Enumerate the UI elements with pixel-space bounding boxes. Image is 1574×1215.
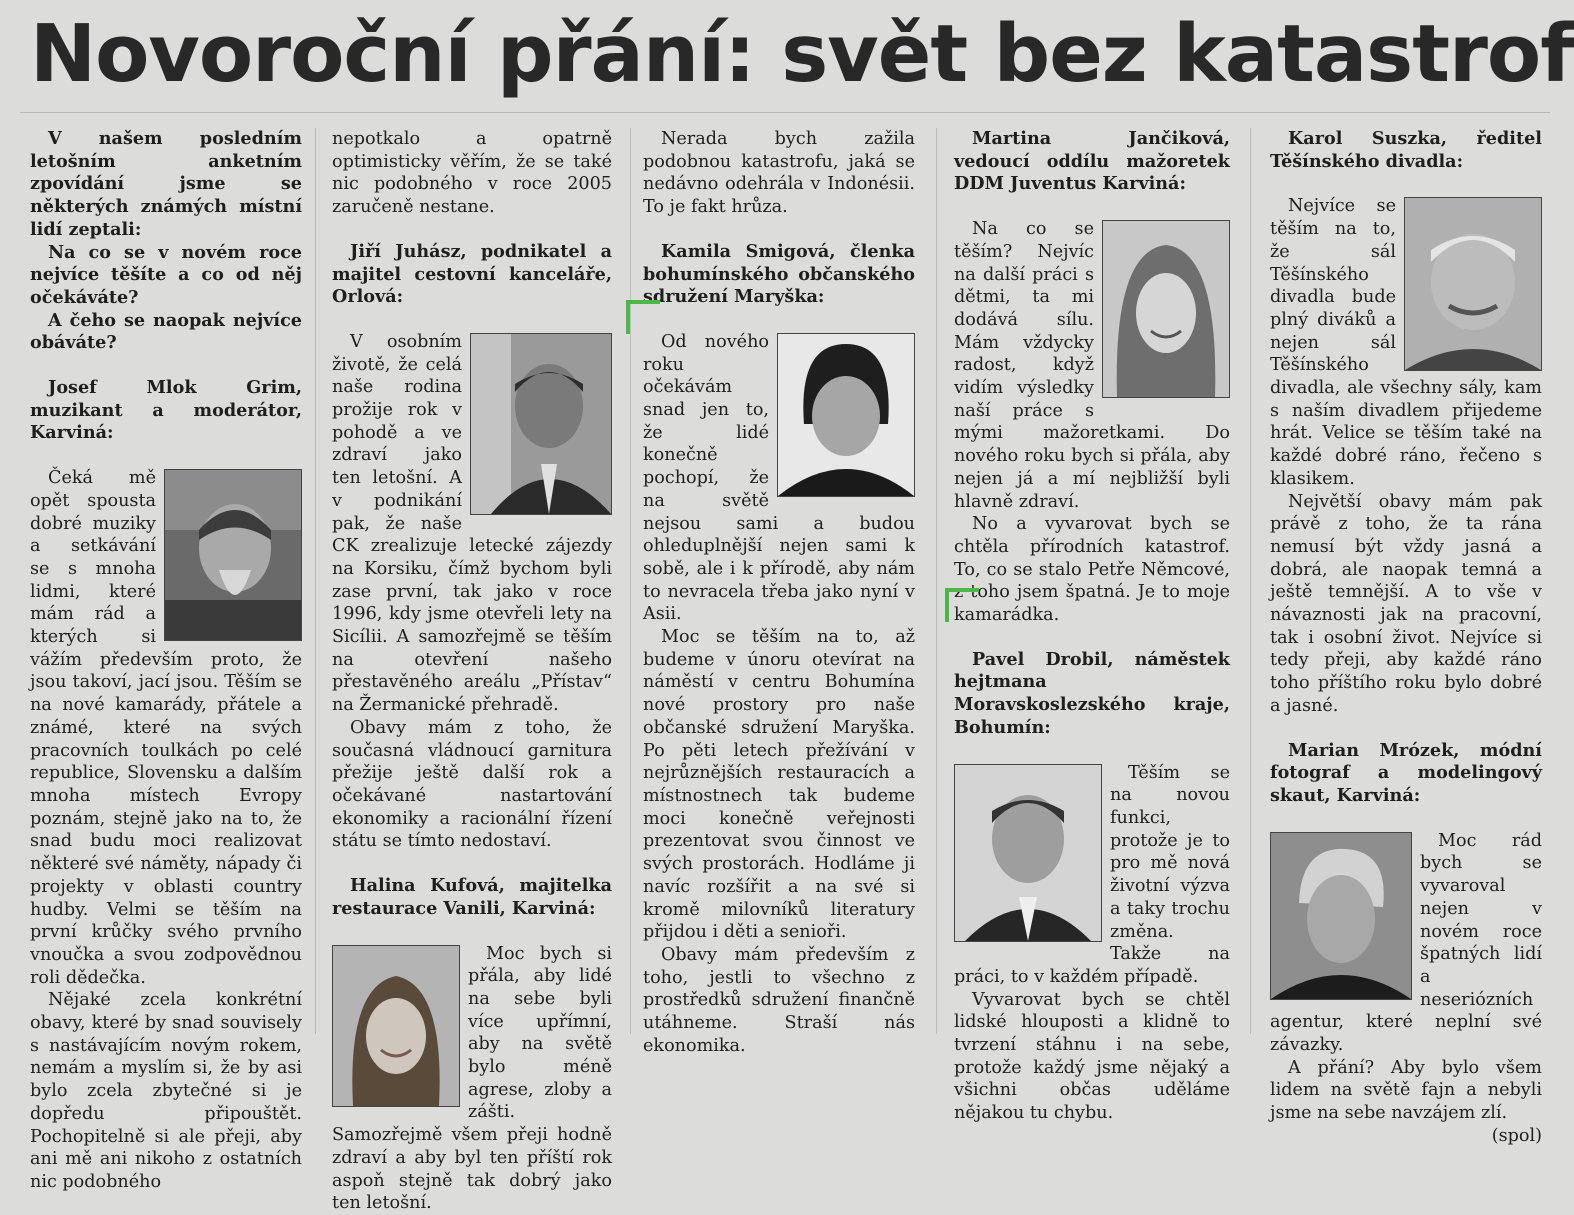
- column-separator: [630, 128, 631, 1034]
- kufova-photo: [332, 945, 460, 1107]
- mrozek-answer-2-text: A přání? Aby bylo všem lidem na světě fajn a nebyli jsme na sebe navzájem zlí.: [1270, 1057, 1542, 1124]
- question-1: Na co se v novém roce nejvíce těšíte a co od něj očekáváte?: [30, 241, 302, 308]
- column-separator: [315, 128, 316, 1034]
- smigova-answer-1: Od nového roku očekávám snad jen to, že lidé konečně pochopí, že na světě nejsou sami a budou ohleduplnější nejen sami k sobě, ale i k přírodě, aby nám to nevracela třeba jako nyní v Asii.: [643, 331, 915, 625]
- kufova-name: Halina Kufová, majitelka restaurace Vanili, Karviná:: [332, 875, 612, 919]
- kufova-answer-1: Moc bych si přála, aby lidé na sebe byli více upřímní, aby na světě bylo méně agrese, zloby a zášti. Samozřejmě všem přeji hodně zdraví a aby byl ten příští rok aspoň stejně tak dobrý jako ten letošní.: [332, 943, 612, 1214]
- column-separator: [1250, 128, 1251, 1034]
- suszka-photo: [1404, 197, 1542, 371]
- juhasz-answer-2: Obavy mám z toho, že současná vládnoucí garnitura přežije ještě další rok a očekávané nastartování ekonomiky a racionální řízení státu se tímto nedostaví.: [332, 717, 612, 852]
- suszka-name: Karol Suszka, ředitel Těšínského divadla:: [1270, 128, 1542, 172]
- column-separator: [936, 128, 937, 1034]
- jancikova-answer-1: Na co se těším? Nejvíc na další práci s dětmi, ta mi dodává sílu. Mám vždycky radost, když vidím výsledky naší práce s mými mažoretkami. Do nového roku bych si přála, aby nejen já a mí nejbližší byli hlavně zdraví.: [954, 219, 1230, 512]
- column-3: [643, 128, 915, 1056]
- grim-answer-2: Nějaké zcela konkrétní obavy, které by snad souvisely s nastávajícím novým rokem, nemám a myslím si, že by asi bylo zcela zbytečné si je dopředu připouštět. Pochopitelně si ale přeji, aby ani mě ani nikoho z ostatních nic podobného: [30, 990, 302, 1192]
- juhasz-name: Jiří Juhász, podnikatel a majitel cestovní kanceláře, Orlová:: [332, 240, 612, 308]
- smigova-answer-3: Obavy mám především z toho, jestli to všechno z prostředků sdružení finančně utáhneme. Straší nás ekonomika.: [643, 944, 915, 1056]
- mrozek-photo: [1270, 832, 1412, 1000]
- jancikova-answer-2: No a vyvarovat bych se chtěla přírodních katastrof. To, co se stalo Petře Němcové, z toho jsem špatná. Je to moje kamarádka.: [954, 514, 1230, 626]
- juhasz-answer-1: V osobním životě, že celá naše rodina prožije rok v pohodě a ve zdraví jako ten letošní. A v podnikání pak, že naše CK zrealizuje letecké zájezdy na Korsiku, čímž bychom byli zase první, tak jako v roce 1996, kdy jsme otevřeli lety na Sicílii. A samozřejmě se těším na otevření našeho přestavěného areálu „Přístav“ na Žermanické přehradě.: [332, 331, 612, 716]
- jancikova-photo: [1102, 220, 1230, 398]
- smigova-answer-2: Moc se těším na to, až budeme v únoru otevírat na náměstí v centru Bohumína nové prostory pro naše občanské sdružení Maryška. Po pěti letech přežívání v nejrůznějších restauracích a místnostnech tak budeme moci konečně veřejnosti prezentovat svou činnost ve svých prostorách. Hodláme ji navíc rozšířit a na své si kromě milovníků literatury přijdou i děti a senioři.: [643, 627, 915, 943]
- mrozek-name: Marian Mrózek, módní fotograf a modelingový skaut, Karviná:: [1270, 739, 1542, 806]
- grim-name: Josef Mlok Grim, muzikant a moderátor, Karviná:: [30, 377, 302, 444]
- drobil-answer-2: Vyvarovat bych se chtěl lidské hlouposti a klidně to tvrzení stáhnu i na sebe, protože každý jsme nějaký a všichni občas uděláme nějakou tu chybu.: [954, 989, 1230, 1124]
- intro-text: V našem posledním letošním anketním zpovídání jsme se některých známých místní lidí zeptali:: [30, 128, 302, 240]
- juhasz-photo: [470, 333, 612, 515]
- grim-photo: [164, 469, 302, 641]
- author-signature: (spol): [1491, 1125, 1542, 1146]
- mrozek-answer-2: [1270, 1057, 1542, 1146]
- grim-answer-1: Čeká mě opět spousta dobré muziky a setkávání se s mnoha lidmi, které mám rád a kterých si vážím především proto, že jsou takoví, jací jsou. Těším se na nové kamarády, přátele a známé, které na svých pracovních toulkách po celé republice, Slovensku a dalším mnoha místech Evropy poznám, stejně jako na to, že snad budu moci realizovat některé své náměty, nápady či projekty v oblasti country hudby. Velmi se těším na první krůčky svého prvního vnoučka a svou zodpovědnou roli dědečka.: [30, 468, 302, 988]
- smigova-name: Kamila Smigová, členka bohumínského občanského sdružení Maryška:: [643, 240, 915, 308]
- headline: Novoroční přání: svět bez katastrof: [30, 8, 1574, 100]
- drobil-answer-1: Těším se na novou funkci, protože je to pro mě nová životní výzva a taky trochu změna. Takže na práci, to v každém případě.: [954, 762, 1230, 987]
- column-1: [30, 128, 302, 1192]
- question-2: A čeho se naopak nejvíce obáváte?: [30, 309, 302, 354]
- smigova-photo: [777, 333, 915, 497]
- grim-answer-2-continued: nepotkalo a opatrně optimisticky věřím, že se také nic podobného v roce 2005 zaručeně nestane.: [332, 129, 612, 218]
- column-4: [954, 128, 1230, 1124]
- jancikova-name: Martina Jančiková, vedoucí oddílu mažoretek DDM Juventus Karviná:: [954, 128, 1230, 195]
- drobil-name: Pavel Drobil, náměstek hejtmana Moravskoslezského kraje, Bohumín:: [954, 648, 1230, 738]
- drobil-photo: [954, 764, 1102, 942]
- kufova-answer-2: Nerada bych zažila podobnou katastrofu, jaká se nedávno odehrála v Indonésii. To je fakt hrůza.: [643, 129, 915, 218]
- headline-rule: [20, 112, 1550, 113]
- suszka-answer-2: Největší obavy mám pak právě z toho, že ta rána nemusí být vždy jasná a dobrá, ale naopak temná a ještě temnější. A to vše v návaznosti jak na pracovní, tak i osobní život. Nejvíce si tedy přeji, aby každé ráno toho příštího roku bylo dobré a jasné.: [1270, 491, 1542, 716]
- mrozek-answer-1: Moc rád bych se vyvaroval nejen v novém roce špatných lidí a neseriózních agentur, které neplní své závazky.: [1270, 830, 1542, 1056]
- suszka-answer-1: Nejvíce se těším na to, že sál Těšínského divadla bude plný diváků a nejen sál Těšínského divadla, ale všechny sály, kam s naším divadlem přijedeme hrát. Velice se těším také na každé dobré ráno, řečeno s klasikem.: [1270, 196, 1542, 489]
- column-2: [332, 128, 612, 1214]
- column-5: [1270, 128, 1542, 1146]
